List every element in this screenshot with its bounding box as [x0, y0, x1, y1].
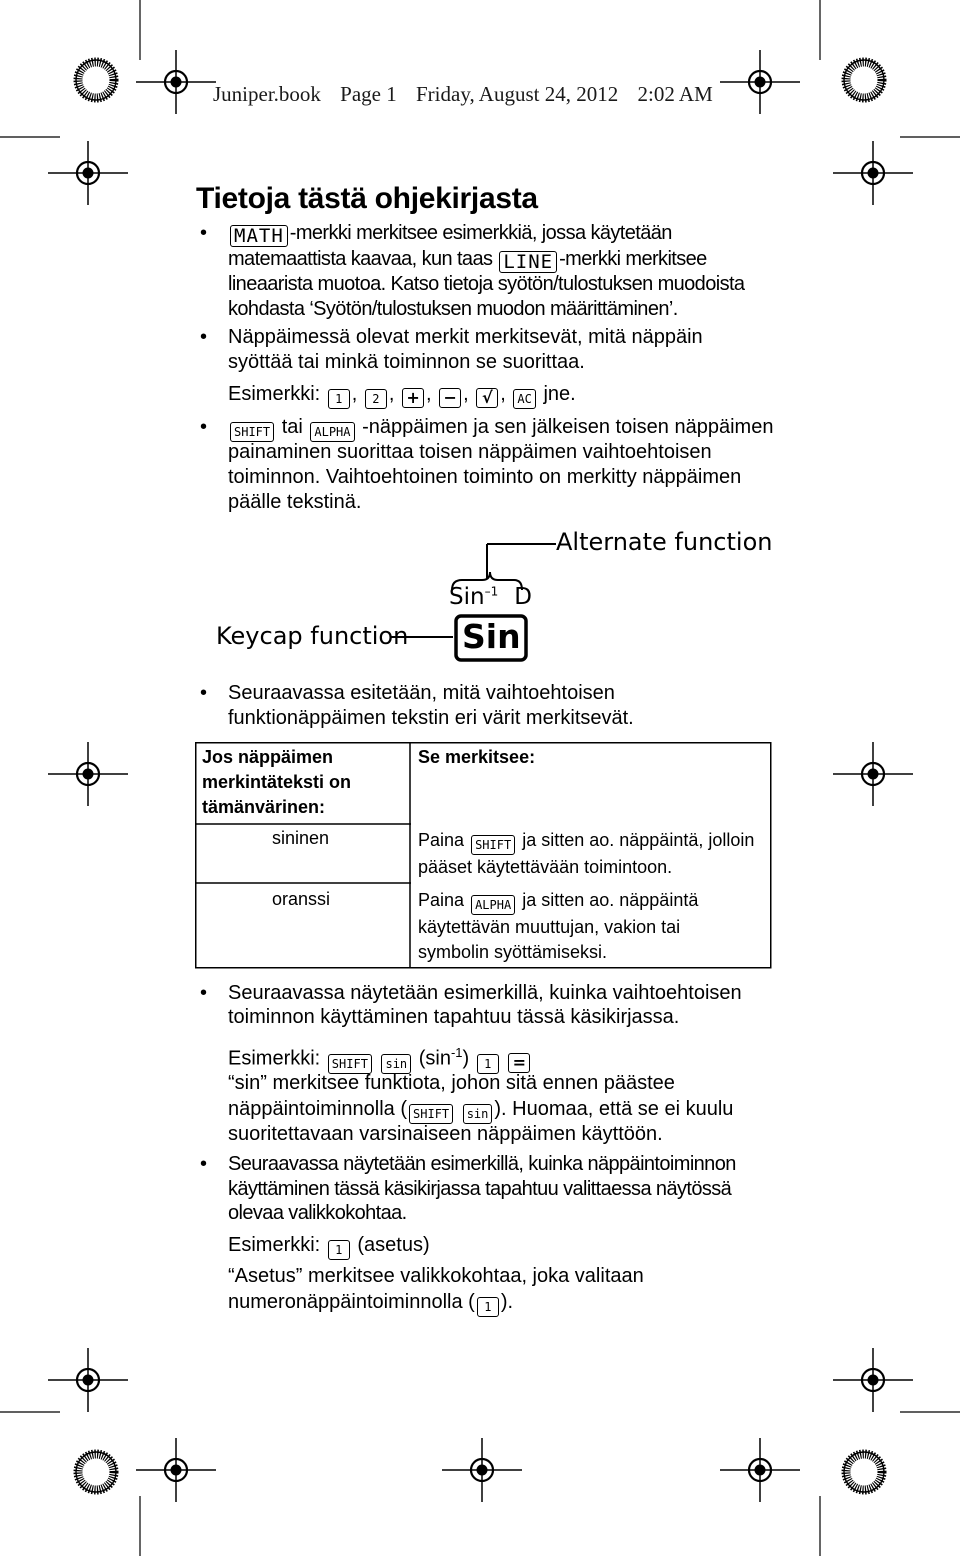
shift-key-icon: SHIFT — [409, 1104, 453, 1124]
line-key-icon: LINE — [499, 251, 557, 273]
key-equals-icon: = — [508, 1053, 530, 1073]
bullet5-line2: toiminnon käyttäminen tapahtuu tässä käsikirjassa. — [228, 1006, 680, 1028]
star-target-icon — [844, 1452, 884, 1492]
bullet3-line2: painaminen suorittaa toisen näppäimen vaihtoehtoisen — [228, 441, 712, 463]
key-1-icon: 1 — [477, 1297, 499, 1317]
bullet-icon: • — [200, 416, 208, 438]
star-target-icon — [76, 1452, 116, 1492]
bullet6-line2: käyttäminen tässä käsikirjassa tapahtuu valittaessa näytössä — [228, 1178, 732, 1200]
bullet6-desc1: “Asetus” merkitsee valikkokohtaa, joka valitaan — [228, 1265, 644, 1287]
table-row: Paina ALPHA ja sitten ao. näppäintä käytettävän muuttujan, vakion tai symbolin syöttämiseksi. — [418, 890, 699, 962]
header-file: Juniper.book — [213, 82, 321, 106]
bullet1-line3: lineaarista muotoa. Katso tietoja syötön/tulostuksen muodoista — [228, 273, 745, 295]
math-key-icon: MATH — [230, 225, 288, 247]
bullet-icon: • — [200, 982, 208, 1004]
bullet6-desc2: numeronäppäintoiminnolla ( 1 ). — [228, 1290, 513, 1317]
bullet5-desc2: näppäintoiminnolla ( SHIFT sin ). Huomaa, että se ei kuulu — [228, 1097, 733, 1124]
bullet1-line1: MATH -merkki merkitsee esimerkkiä, jossa käytetään — [228, 221, 672, 247]
key-sqrt-icon: √ — [476, 388, 498, 408]
bullet1-line4: kohdasta ‘Syötön/tulostuksen muodon määrittäminen’. — [228, 298, 678, 320]
key-minus-icon: − — [439, 388, 461, 408]
page-header — [213, 82, 727, 107]
alpha-key-icon: ALPHA — [471, 895, 515, 915]
sin-key-icon: sin — [463, 1104, 493, 1124]
bullet4-line2: funktionäppäimen tekstin eri värit merkitsevät. — [228, 707, 634, 729]
table-row-color: oranssi — [272, 889, 331, 909]
bullet4-line1: Seuraavassa esitetään, mitä vaihtoehtoisen — [228, 682, 615, 704]
bullet5-example: Esimerkki: SHIFT $\sin (\sin^{-1}) 1$ = — [228, 1040, 532, 1074]
table-row-color: sininen — [272, 828, 330, 848]
bullet2-line2: syöttää tai minkä toiminnon se suorittaa. — [228, 351, 585, 373]
bullet6-line1: Seuraavassa näytetään esimerkillä, kuinka näppäintoiminnon — [228, 1153, 736, 1175]
table-head-left: Jos näppäimen merkintäteksti on tämänvärinen: — [202, 747, 352, 817]
alpha-key-icon: ALPHA — [310, 422, 354, 442]
header-page: Page 1 — [340, 82, 397, 106]
table-head-right: Se merkitsee: — [418, 747, 536, 767]
header-time: 2:02 AM — [637, 82, 713, 106]
bullet-icon: • — [200, 222, 208, 244]
key-1-icon: 1 — [477, 1054, 499, 1074]
bullet5-line1: Seuraavassa näytetään esimerkillä, kuinka vaihtoehtoisen — [228, 982, 742, 1004]
header-date: Friday, August 24, 2012 — [416, 82, 619, 106]
keycap-function-label: Keycap function — [216, 622, 409, 650]
bullet6-line3: olevaa valikkokohtaa. — [228, 1202, 407, 1224]
bullet-icon: • — [200, 682, 208, 704]
bullet-icon: • — [200, 326, 208, 348]
shift-key-icon: SHIFT — [328, 1054, 372, 1074]
bullet-icon: • — [200, 1153, 208, 1175]
key-plus-icon: + — [402, 388, 424, 408]
alternate-function-label: Alternate function — [556, 528, 773, 556]
key-2-icon: 2 — [365, 389, 387, 409]
bullet3-line1: SHIFT tai ALPHA -näppäimen ja sen jälkeisen toisen näppäimen — [228, 415, 773, 442]
alternate-text: Sin$^{-1}$ D — [449, 584, 532, 610]
bullet1-line2: matemaattista kaavaa, kun taas LINE -merkki merkitsee — [228, 248, 707, 273]
star-target-icon — [844, 60, 884, 100]
bullet3-line4: päälle tekstinä. — [228, 491, 362, 513]
bullet2-line1: Näppäimessä olevat merkit merkitsevät, mitä näppäin — [228, 326, 703, 348]
star-target-icon — [76, 60, 116, 100]
bullet2-example: Esimerkki: 1 , 2 , + , − , √ , AC jne. — [228, 383, 576, 407]
shift-key-icon: SHIFT — [471, 835, 515, 855]
bullet6-example: Esimerkki: 1 (asetus) — [228, 1233, 430, 1260]
page-title: Tietoja tästä ohjekirjasta — [196, 182, 538, 215]
table-row: Paina SHIFT ja sitten ao. näppäintä, jolloin pääset käytettävään toimintoon. — [418, 830, 755, 877]
sin-key-label: Sin — [462, 617, 521, 656]
key-ac-icon: AC — [513, 389, 535, 409]
key-1-icon: 1 — [328, 1240, 350, 1260]
bullet5-desc1: “sin” merkitsee funktiota, johon sitä ennen päästee — [228, 1072, 675, 1094]
bullet5-desc3: suoritettavaan varsinaiseen näppäimen käyttöön. — [228, 1123, 663, 1145]
bullet3-line3: toiminnon. Vaihtoehtoinen toiminto on merkitty näppäimen — [228, 466, 742, 488]
shift-key-icon: SHIFT — [230, 422, 274, 442]
sin-key-icon: sin — [381, 1054, 411, 1074]
key-1-icon: 1 — [328, 389, 350, 409]
